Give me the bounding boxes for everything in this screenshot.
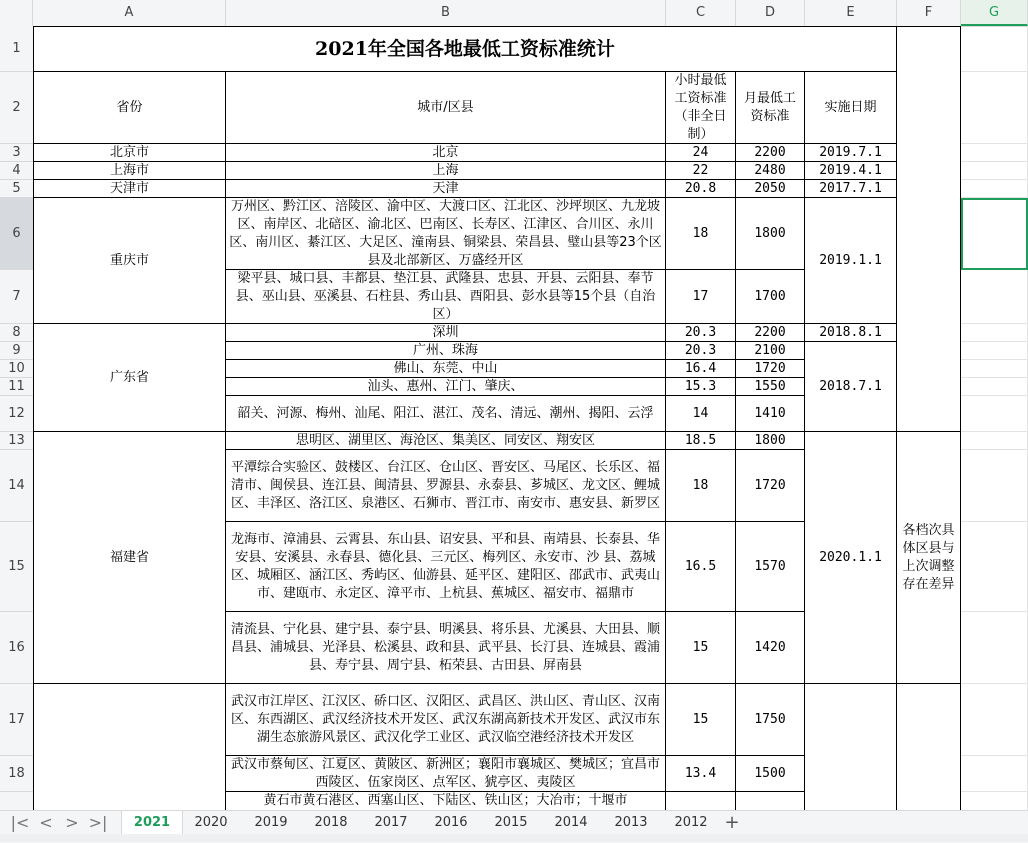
header-hourly[interactable]: 小时最低工资标准（非全日制） <box>666 72 736 144</box>
prev-sheet-icon[interactable]: < <box>39 813 53 832</box>
column-header-e[interactable]: E <box>805 0 897 26</box>
cell-province-guangdong[interactable]: 广东省 <box>33 324 226 432</box>
cell-monthly-row13[interactable]: 1800 <box>736 432 805 450</box>
cell-monthly-row12[interactable]: 1410 <box>736 396 805 432</box>
first-sheet-icon[interactable]: |< <box>10 813 30 832</box>
cell-g5[interactable] <box>961 180 1028 198</box>
cell-hourly-shanghai[interactable]: 22 <box>666 162 736 180</box>
row-header-8[interactable]: 8 <box>0 324 33 342</box>
cell-g9[interactable] <box>961 342 1028 360</box>
cell-hourly-row9[interactable]: 20.3 <box>666 342 736 360</box>
column-header-g[interactable]: G <box>961 0 1028 26</box>
cell-g7[interactable] <box>961 270 1028 324</box>
cell-city-row11[interactable]: 汕头、惠州、江门、肇庆、 <box>226 378 666 396</box>
cell-hourly-row19[interactable] <box>666 792 736 810</box>
cell-hourly-row8[interactable]: 20.3 <box>666 324 736 342</box>
sheet-tab-2021[interactable]: 2021 <box>121 811 183 835</box>
cell-city-row6[interactable]: 万州区、黔江区、涪陵区、渝中区、大渡口区、江北区、沙坪坝区、九龙坡区、南岸区、北碚区、渝北区、巴南区、长寿区、江津区、合川区、永川区、南川区、綦江区、大足区、潼南县、铜梁县、荣昌县、璧山县等23个区县及北部新区、万盛经开区 <box>226 198 666 270</box>
sheet-tab-2017[interactable]: 2017 <box>374 815 408 830</box>
cell-g17[interactable] <box>961 684 1028 756</box>
row-header-14[interactable]: 14 <box>0 450 33 522</box>
cell-city-beijing[interactable]: 北京 <box>226 144 666 162</box>
row-header-18[interactable]: 18 <box>0 756 33 792</box>
cell-monthly-row19[interactable] <box>736 792 805 810</box>
cell-g13[interactable] <box>961 432 1028 450</box>
cell-city-row17[interactable]: 武汉市江岸区、江汉区、硚口区、汉阳区、武昌区、洪山区、青山区、汉南区、东西湖区、武汉经济技术开发区、武汉东湖高新技术开发区、武汉市东湖生态旅游风景区、武汉化学工业区、武汉临空港经济技术开发区 <box>226 684 666 756</box>
cell-city-row15[interactable]: 龙海市、漳浦县、云霄县、东山县、诏安县、平和县、南靖县、长泰县、华安县、安溪县、永春县、德化县、三元区、梅列区、永安市、沙 县、荔城区、城厢区、涵江区、秀屿区、仙游县、延平区、建阳区、邵武市、武夷山市、建瓯市、永定区、漳平市、上杭县、蕉城区、福安市、福鼎市 <box>226 522 666 612</box>
header-monthly[interactable]: 月最低工资标准 <box>736 72 805 144</box>
header-province[interactable]: 省份 <box>33 72 226 144</box>
cell-note-fujian[interactable]: 各档次具体区县与上次调整存在差异 <box>897 432 961 684</box>
cell-g15[interactable] <box>961 522 1028 612</box>
cell-city-row12[interactable]: 韶关、河源、梅州、汕尾、阳江、湛江、茂名、清远、潮州、揭阳、云浮 <box>226 396 666 432</box>
cell-monthly-row9[interactable]: 2100 <box>736 342 805 360</box>
cell-monthly-beijing[interactable]: 2200 <box>736 144 805 162</box>
cell-city-row18[interactable]: 武汉市蔡甸区、江夏区、黄陂区、新洲区；襄阳市襄城区、樊城区；宜昌市西陵区、伍家岗区、点军区、猇亭区、夷陵区 <box>226 756 666 792</box>
cell-hourly-tianjin[interactable]: 20.8 <box>666 180 736 198</box>
cell-monthly-tianjin[interactable]: 2050 <box>736 180 805 198</box>
cell-date-row8[interactable]: 2018.8.1 <box>805 324 897 342</box>
cell-province-tianjin[interactable]: 天津市 <box>33 180 226 198</box>
cell-hourly-row13[interactable]: 18.5 <box>666 432 736 450</box>
row-header-13[interactable]: 13 <box>0 432 33 450</box>
column-header-c[interactable]: C <box>666 0 736 26</box>
sheet-tab-2013[interactable]: 2013 <box>614 815 648 830</box>
cell-hourly-row18[interactable]: 13.4 <box>666 756 736 792</box>
cell-g4[interactable] <box>961 162 1028 180</box>
column-header-bar <box>0 0 1028 27</box>
cell-city-row14[interactable]: 平潭综合实验区、鼓楼区、台江区、仓山区、晋安区、马尾区、长乐区、福清市、闽侯县、连江县、闽清县、罗源县、永泰县、芗城区、龙文区、鲤城区、丰泽区、洛江区、泉港区、石狮市、晋江市、南安市、惠安县、新罗区 <box>226 450 666 522</box>
cell-hourly-row14[interactable]: 18 <box>666 450 736 522</box>
cell-g19[interactable] <box>961 792 1028 810</box>
cell-city-tianjin[interactable]: 天津 <box>226 180 666 198</box>
select-all-corner[interactable] <box>0 0 33 26</box>
sheet-tab-2012[interactable]: 2012 <box>674 815 708 830</box>
cell-hourly-beijing[interactable]: 24 <box>666 144 736 162</box>
cell-city-row8[interactable]: 深圳 <box>226 324 666 342</box>
cell-g3[interactable] <box>961 144 1028 162</box>
cell-monthly-row7[interactable]: 1700 <box>736 270 805 324</box>
row-header-7[interactable]: 7 <box>0 270 33 324</box>
cell-date-chongqing[interactable]: 2019.1.1 <box>805 198 897 324</box>
cell-city-shanghai[interactable]: 上海 <box>226 162 666 180</box>
cell-g12[interactable] <box>961 396 1028 432</box>
cell-date-guangdong[interactable]: 2018.7.1 <box>805 342 897 432</box>
column-header-f[interactable]: F <box>897 0 961 26</box>
cell-hourly-row6[interactable]: 18 <box>666 198 736 270</box>
next-sheet-icon[interactable]: > <box>65 813 79 832</box>
row-header-1[interactable]: 1 <box>0 26 33 72</box>
add-sheet-icon[interactable]: + <box>724 812 740 833</box>
cell-g1[interactable] <box>961 26 1028 72</box>
column-header-d[interactable]: D <box>736 0 805 26</box>
row-header-5[interactable]: 5 <box>0 180 33 198</box>
cell-g8[interactable] <box>961 324 1028 342</box>
cell-hourly-row7[interactable]: 17 <box>666 270 736 324</box>
sheet-tab-2016[interactable]: 2016 <box>434 815 468 830</box>
sheet-tab-2020[interactable]: 2020 <box>194 815 228 830</box>
cell-g11[interactable] <box>961 378 1028 396</box>
cell-monthly-row16[interactable]: 1420 <box>736 612 805 684</box>
cell-monthly-row18[interactable]: 1500 <box>736 756 805 792</box>
cell-city-row9[interactable]: 广州、珠海 <box>226 342 666 360</box>
row-header-12[interactable]: 12 <box>0 396 33 432</box>
row-header-11[interactable]: 11 <box>0 378 33 396</box>
sheet-title[interactable]: 2021年全国各地最低工资标准统计 <box>33 26 897 72</box>
cell-date-beijing[interactable]: 2019.7.1 <box>805 144 897 162</box>
cell-hourly-row17[interactable]: 15 <box>666 684 736 756</box>
spreadsheet-grid[interactable] <box>33 26 1028 810</box>
row-header-2[interactable]: 2 <box>0 72 33 144</box>
row-header-9[interactable]: 9 <box>0 342 33 360</box>
cell-date-fujian[interactable]: 2020.1.1 <box>805 432 897 684</box>
header-date[interactable]: 实施日期 <box>805 72 897 144</box>
cell-f-lower[interactable] <box>897 684 961 810</box>
cell-g18[interactable] <box>961 756 1028 792</box>
cell-monthly-row11[interactable]: 1550 <box>736 378 805 396</box>
row-header-4[interactable]: 4 <box>0 162 33 180</box>
sheet-tab-2019[interactable]: 2019 <box>254 815 288 830</box>
status-bar <box>0 834 1028 842</box>
cell-g14[interactable] <box>961 450 1028 522</box>
cell-city-row13[interactable]: 思明区、湖里区、海沧区、集美区、同安区、翔安区 <box>226 432 666 450</box>
sheet-tab-2018[interactable]: 2018 <box>314 815 348 830</box>
cell-city-row19[interactable]: 黄石市黄石港区、西塞山区、下陆区、铁山区；大冶市；十堰市 <box>226 792 666 810</box>
cell-monthly-row6[interactable]: 1800 <box>736 198 805 270</box>
cell-hourly-row15[interactable]: 16.5 <box>666 522 736 612</box>
sheet-tab-2015[interactable]: 2015 <box>494 815 528 830</box>
row-header-17[interactable]: 17 <box>0 684 33 756</box>
cell-province-shanghai[interactable]: 上海市 <box>33 162 226 180</box>
cell-city-row7[interactable]: 梁平县、城口县、丰都县、垫江县、武隆县、忠县、开县、云阳县、奉节县、巫山县、巫溪县、石柱县、秀山县、酉阳县、彭水县等15个县（自治区） <box>226 270 666 324</box>
row-header-15[interactable]: 15 <box>0 522 33 612</box>
column-header-b[interactable]: B <box>226 0 666 26</box>
cell-hourly-row12[interactable]: 14 <box>666 396 736 432</box>
cell-date-row17[interactable] <box>805 684 897 810</box>
row-header-bar <box>0 26 34 810</box>
cell-city-row16[interactable]: 清流县、宁化县、建宁县、泰宁县、明溪县、将乐县、尤溪县、大田县、顺昌县、浦城县、光泽县、松溪县、政和县、武平县、长汀县、连城县、霞浦县、寿宁县、周宁县、柘荣县、古田县、屏南县 <box>226 612 666 684</box>
cell-f-upper[interactable] <box>897 26 961 432</box>
row-header-19[interactable] <box>0 792 33 810</box>
row-header-10[interactable]: 10 <box>0 360 33 378</box>
column-header-a[interactable]: A <box>33 0 226 26</box>
cell-province-fujian[interactable]: 福建省 <box>33 432 226 684</box>
row-header-6[interactable]: 6 <box>0 198 33 270</box>
cell-monthly-row17[interactable]: 1750 <box>736 684 805 756</box>
cell-date-shanghai[interactable]: 2019.4.1 <box>805 162 897 180</box>
cell-hourly-row11[interactable]: 15.3 <box>666 378 736 396</box>
cell-monthly-shanghai[interactable]: 2480 <box>736 162 805 180</box>
cell-g16[interactable] <box>961 612 1028 684</box>
cell-city-row10[interactable]: 佛山、东莞、中山 <box>226 360 666 378</box>
header-city[interactable]: 城市/区县 <box>226 72 666 144</box>
row-header-16[interactable]: 16 <box>0 612 33 684</box>
cell-monthly-row10[interactable]: 1720 <box>736 360 805 378</box>
cell-hourly-row10[interactable]: 16.4 <box>666 360 736 378</box>
cell-monthly-row8[interactable]: 2200 <box>736 324 805 342</box>
cell-province-chongqing[interactable]: 重庆市 <box>33 198 226 324</box>
cell-hourly-row16[interactable]: 15 <box>666 612 736 684</box>
active-cell-selection[interactable] <box>961 198 1028 270</box>
last-sheet-icon[interactable]: >| <box>88 813 108 832</box>
cell-date-tianjin[interactable]: 2017.7.1 <box>805 180 897 198</box>
cell-monthly-row14[interactable]: 1720 <box>736 450 805 522</box>
cell-province-beijing[interactable]: 北京市 <box>33 144 226 162</box>
row-header-3[interactable]: 3 <box>0 144 33 162</box>
cell-province-row17[interactable] <box>33 684 226 810</box>
sheet-tab-2014[interactable]: 2014 <box>554 815 588 830</box>
cell-monthly-row15[interactable]: 1570 <box>736 522 805 612</box>
cell-g10[interactable] <box>961 360 1028 378</box>
cell-g2[interactable] <box>961 72 1028 144</box>
